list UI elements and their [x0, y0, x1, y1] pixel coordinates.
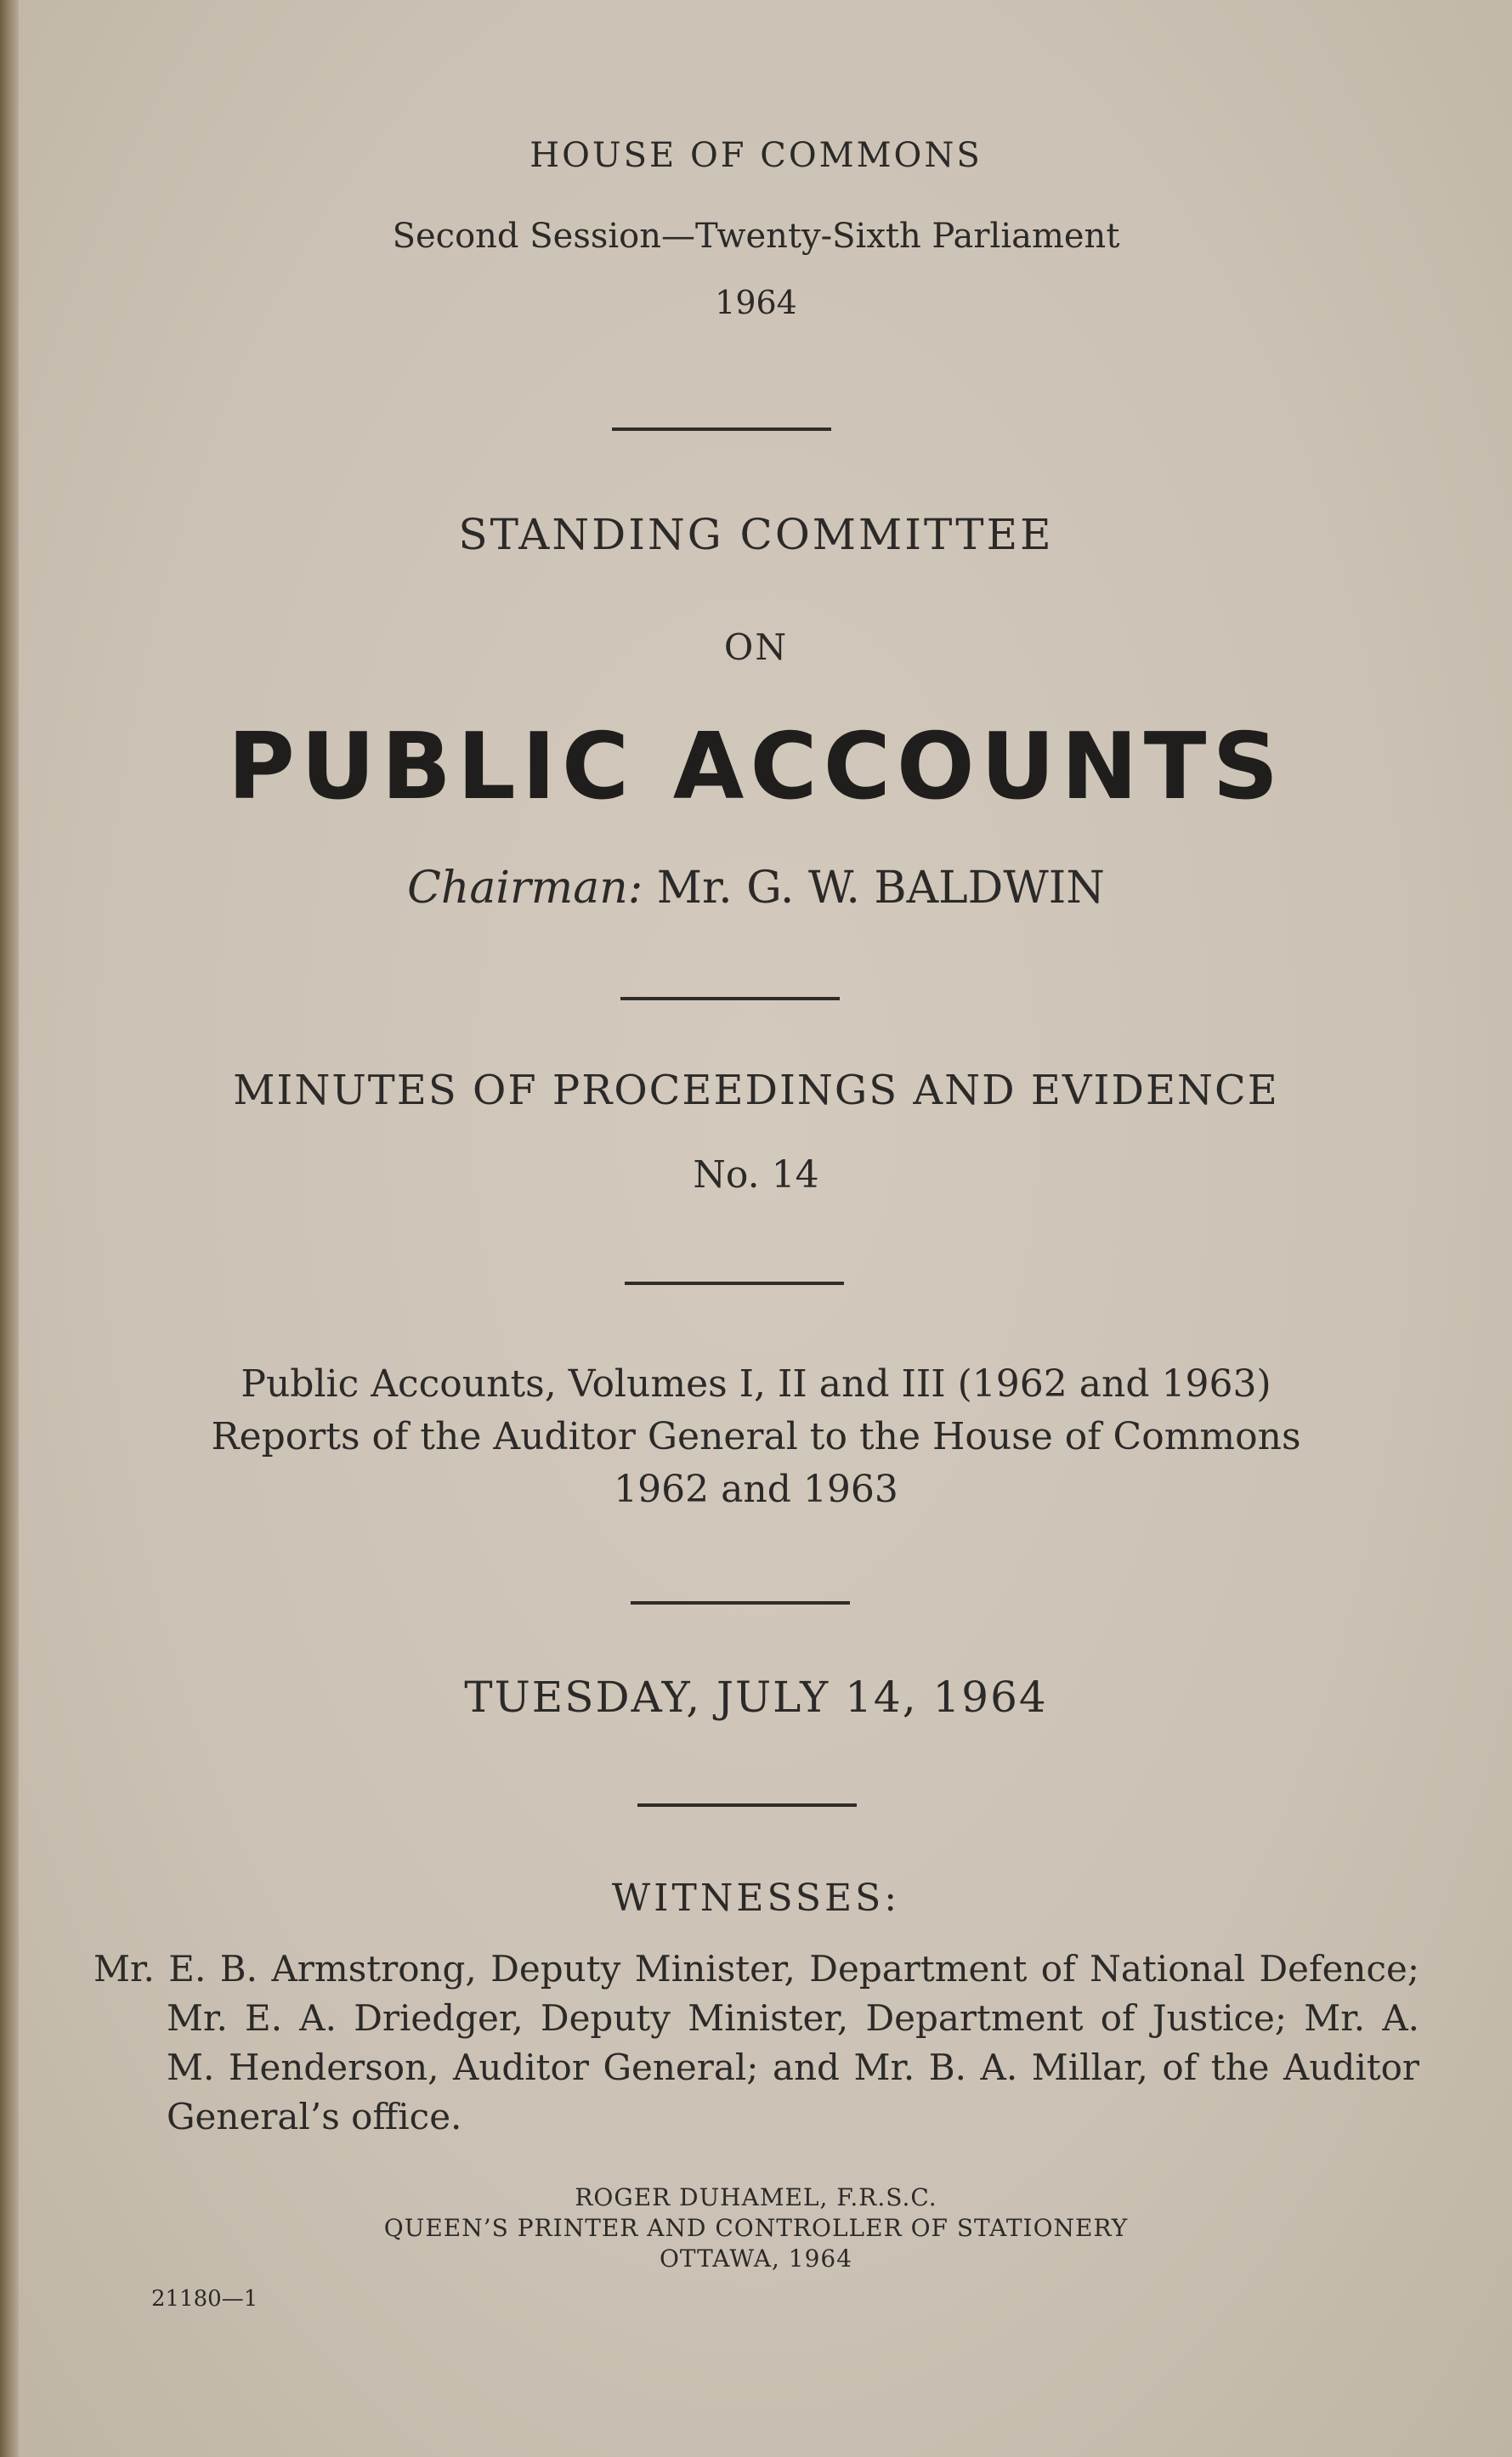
session-line: Second Session—Twenty-Sixth Parliament [392, 217, 1120, 256]
printer-name: ROGER DUHAMEL, F.R.S.C. [575, 2183, 937, 2211]
divider-rule [625, 1282, 844, 1285]
subject-block [0, 1358, 1512, 1516]
subject-line: Public Accounts, Volumes I, II and III (1962 and 1963) [241, 1362, 1271, 1406]
witnesses-heading: WITNESSES: [611, 1877, 901, 1920]
chairman-name: Mr. G. W. BALDWIN [656, 863, 1105, 914]
divider-rule [631, 1601, 850, 1605]
witnesses-list: Mr. E. B. Armstrong, Deputy Minister, Department of National Defence; Mr. E. A. Driedger, Deputy Minister, Department of Justice; Mr. A. M. Henderson, Auditor General; and Mr. B. A. Millar, of the Auditor General’s office. [93, 1948, 1419, 2137]
printer-title: QUEEN’S PRINTER AND CONTROLLER OF STATIONERY [383, 2214, 1129, 2242]
print-code: 21180—1 [151, 2286, 258, 2312]
house-heading: HOUSE OF COMMONS [529, 136, 983, 175]
minutes-heading: MINUTES OF PROCEEDINGS AND EVIDENCE [233, 1067, 1279, 1114]
divider-rule [612, 427, 831, 431]
committee-heading: STANDING COMMITTEE [458, 510, 1054, 559]
printer-place: OTTAWA, 1964 [659, 2245, 853, 2273]
session-year: 1964 [715, 284, 797, 321]
committee-title: PUBLIC ACCOUNTS [227, 714, 1285, 820]
chairman-label: Chairman: [407, 863, 643, 914]
printer-imprint [0, 2182, 1512, 2274]
committee-on: ON [723, 626, 789, 668]
subject-line: 1962 and 1963 [614, 1468, 898, 1511]
divider-rule [620, 997, 840, 1000]
meeting-date: TUESDAY, JULY 14, 1964 [464, 1673, 1048, 1722]
issue-number: No. 14 [693, 1153, 819, 1197]
chairman-line [0, 863, 1512, 914]
subject-line: Reports of the Auditor General to the House of Commons [211, 1415, 1301, 1458]
divider-rule [637, 1803, 857, 1807]
binding-spine [0, 0, 19, 2457]
